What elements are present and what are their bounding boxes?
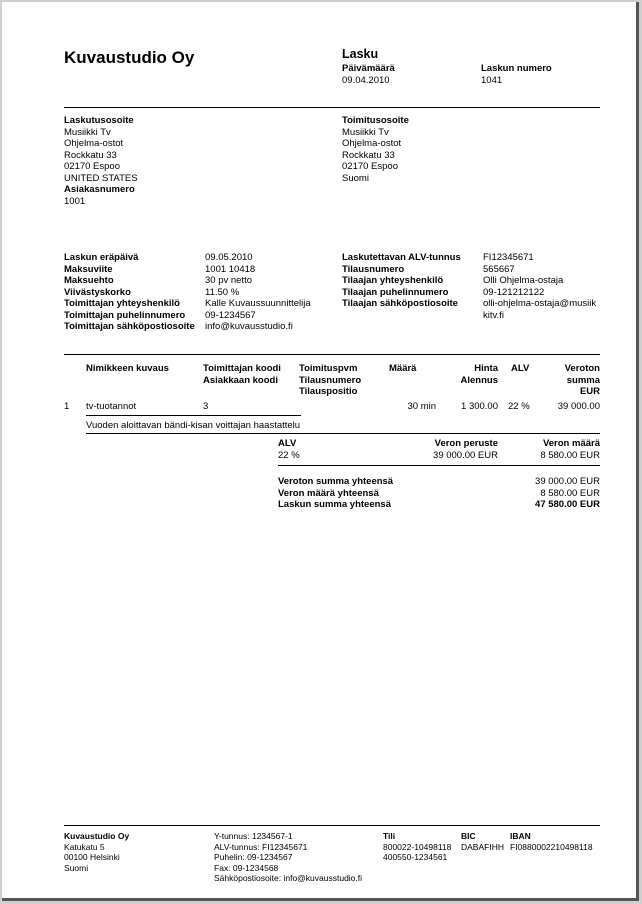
footer-address-line: 00100 Helsinki: [64, 852, 120, 862]
detail-label: Tilaajan sähköpostiosoite: [342, 298, 458, 309]
footer-company-name: Kuvaustudio Oy: [64, 831, 130, 841]
delivery-line: Musiikki Tv: [342, 126, 389, 138]
delivery-address: [342, 115, 409, 184]
col-header-customer-code: Asiakkaan koodi: [203, 374, 278, 386]
footer-business-id: Y-tunnus: 1234567-1: [214, 831, 293, 841]
footer-address-line: Katukatu 5: [64, 841, 105, 852]
footer-bic: [461, 831, 504, 852]
detail-value: kitv.fi: [483, 309, 504, 321]
footer-account: 400550-1234561: [383, 852, 448, 862]
invoice-number-value: 1041: [481, 75, 503, 86]
footer-company: [64, 831, 129, 873]
detail-value: 09.05.2010: [205, 252, 253, 263]
delivery-line: Rockkatu 33: [342, 149, 395, 161]
invoice-page: [2, 2, 639, 901]
col-header-order-number: Tilausnumero: [299, 374, 362, 386]
footer-email: Sähköpostiosoite: info@kuvausstudio.fi: [214, 873, 363, 883]
total-gross-label: Laskun summa yhteensä: [278, 499, 391, 510]
detail-value: 30 pv netto: [205, 275, 253, 286]
detail-value: 11.50 %: [205, 286, 240, 298]
footer-bic-label: BIC: [461, 831, 476, 841]
invoice-number-label: Laskun numero: [481, 63, 552, 74]
header-divider: [64, 107, 600, 108]
col-header-price-label: Hinta: [474, 363, 498, 374]
detail-label: Laskun eräpäivä: [64, 252, 139, 263]
delivery-line: Suomi: [342, 172, 369, 184]
billing-line: Musiikki Tv: [64, 126, 111, 138]
total-net-value: 39 000.00 EUR: [535, 476, 600, 487]
row-net: 39 000.00: [557, 401, 600, 412]
footer-account: 800022-10498118: [383, 841, 452, 852]
details-right-labels: [342, 252, 461, 310]
footer-iban-label: IBAN: [510, 831, 531, 841]
detail-label: Toimittajan sähköpostiosoite: [64, 321, 195, 332]
delivery-line: Ohjelma-ostot: [342, 138, 402, 149]
row-note-divider: [86, 415, 301, 416]
table-bottom-divider: [86, 433, 600, 434]
footer-phone: Puhelin: 09-1234567: [214, 852, 293, 862]
col-header-supplier-code: Toimittajan koodi: [203, 363, 281, 374]
col-header-description: Nimikkeen kuvaus: [86, 363, 169, 374]
footer-accounts: [383, 831, 451, 863]
footer-fax: Fax: 09-1234568: [214, 862, 279, 873]
detail-label: Maksuviite: [64, 263, 113, 275]
col-header-net: [565, 363, 600, 398]
details-left-values: [205, 252, 311, 333]
detail-value: 09-1234567: [205, 309, 256, 321]
row-index: 1: [64, 401, 70, 412]
detail-label: Tilausnumero: [342, 263, 405, 275]
vat-rate-header: ALV: [278, 438, 297, 449]
totals-labels: [278, 476, 393, 511]
total-gross-value: 47 580.00 EUR: [535, 499, 600, 510]
delivery-line: 02170 Espoo: [342, 161, 398, 172]
vat-rate-value: 22 %: [278, 450, 300, 461]
footer-bic-value: DABAFIHH: [461, 841, 504, 852]
row-description: tv-tuotannot: [86, 401, 137, 412]
date-label: Päivämäärä: [342, 63, 395, 74]
footer-ids: [214, 831, 362, 884]
date-value: 09.04.2010: [342, 75, 390, 86]
row-note: Vuoden aloittavan bändi-kisan voittajan haastattelu: [86, 420, 301, 431]
detail-value: Kalle Kuvaussuunnittelija: [205, 298, 311, 309]
totals-values: [535, 476, 600, 511]
footer-vat-id: ALV-tunnus: FI12345671: [214, 841, 308, 852]
vat-amount-header: Veron määrä: [542, 438, 600, 449]
table-top-divider: [64, 354, 600, 355]
row-price: 1 300.00: [461, 401, 498, 412]
billing-line: Ohjelma-ostot: [64, 138, 124, 149]
detail-value: Olli Ohjelma-ostaja: [483, 275, 564, 286]
billing-line: Rockkatu 33: [64, 149, 117, 161]
detail-label: Tilaajan yhteyshenkilö: [342, 275, 444, 286]
billing-line: UNITED STATES: [64, 172, 138, 184]
vat-base-header: Veron peruste: [434, 438, 498, 449]
row-vat: 22 %: [508, 401, 530, 412]
detail-label: Toimittajan puhelinnumero: [64, 309, 186, 321]
total-vat-value: 8 580.00 EUR: [540, 487, 600, 499]
delivery-address-label: Toimitusosoite: [342, 115, 409, 126]
col-header-codes: [203, 363, 281, 386]
billing-line: 02170 Espoo: [64, 161, 120, 172]
total-net-label: Veroton summa yhteensä: [278, 476, 394, 487]
company-name: Kuvaustudio Oy: [64, 48, 195, 67]
row-quantity: 30 min: [407, 401, 436, 412]
total-vat-label: Veron määrä yhteensä: [278, 487, 379, 499]
detail-label: Toimittajan yhteyshenkilö: [64, 298, 180, 309]
col-header-vat: ALV: [511, 363, 530, 374]
detail-value: FI12345671: [483, 252, 534, 263]
footer-iban: [510, 831, 593, 852]
vat-amount-value: 8 580.00 EUR: [540, 450, 600, 461]
col-header-net-line: summa: [566, 374, 600, 386]
footer-address-line: Suomi: [64, 862, 89, 873]
footer-divider: [64, 825, 600, 826]
detail-value: 09-121212122: [483, 286, 545, 298]
detail-label: Laskutettavan ALV-tunnus: [342, 252, 461, 263]
vat-base-value: 39 000.00 EUR: [433, 450, 498, 461]
footer-iban-value: FI0880002210498118: [510, 841, 593, 852]
details-right-values: [483, 252, 596, 321]
col-header-delivery-date: Toimituspvm: [299, 363, 358, 374]
row-code: 3: [203, 401, 209, 412]
col-header-discount-label: Alennus: [460, 374, 498, 386]
col-header-net-line: Veroton: [564, 363, 600, 374]
detail-value: olli-ohjelma-ostaja@musiik: [483, 298, 597, 309]
customer-number-label: Asiakasnumero: [64, 184, 135, 195]
col-header-order-position: Tilauspositio: [299, 386, 358, 397]
detail-label: Maksuehto: [64, 275, 114, 286]
detail-label: Tilaajan puhelinnumero: [342, 286, 449, 298]
detail-label: Viivästyskorko: [64, 286, 131, 298]
col-header-net-line: EUR: [579, 386, 600, 397]
col-header-quantity: Määrä: [389, 363, 417, 374]
col-header-price: [461, 363, 498, 386]
detail-value: 1001 10418: [205, 263, 256, 275]
details-left-labels: [64, 252, 195, 333]
totals-divider: [278, 465, 600, 466]
customer-number-value: 1001: [64, 195, 86, 207]
billing-address-label: Laskutusosoite: [64, 115, 134, 126]
document-title: Lasku: [342, 47, 379, 61]
billing-address: [64, 115, 138, 207]
col-header-delivery: [299, 363, 361, 398]
footer-account-label: Tili: [383, 831, 396, 841]
detail-value: info@kuvausstudio.fi: [205, 321, 293, 332]
detail-value: 565667: [483, 263, 515, 275]
